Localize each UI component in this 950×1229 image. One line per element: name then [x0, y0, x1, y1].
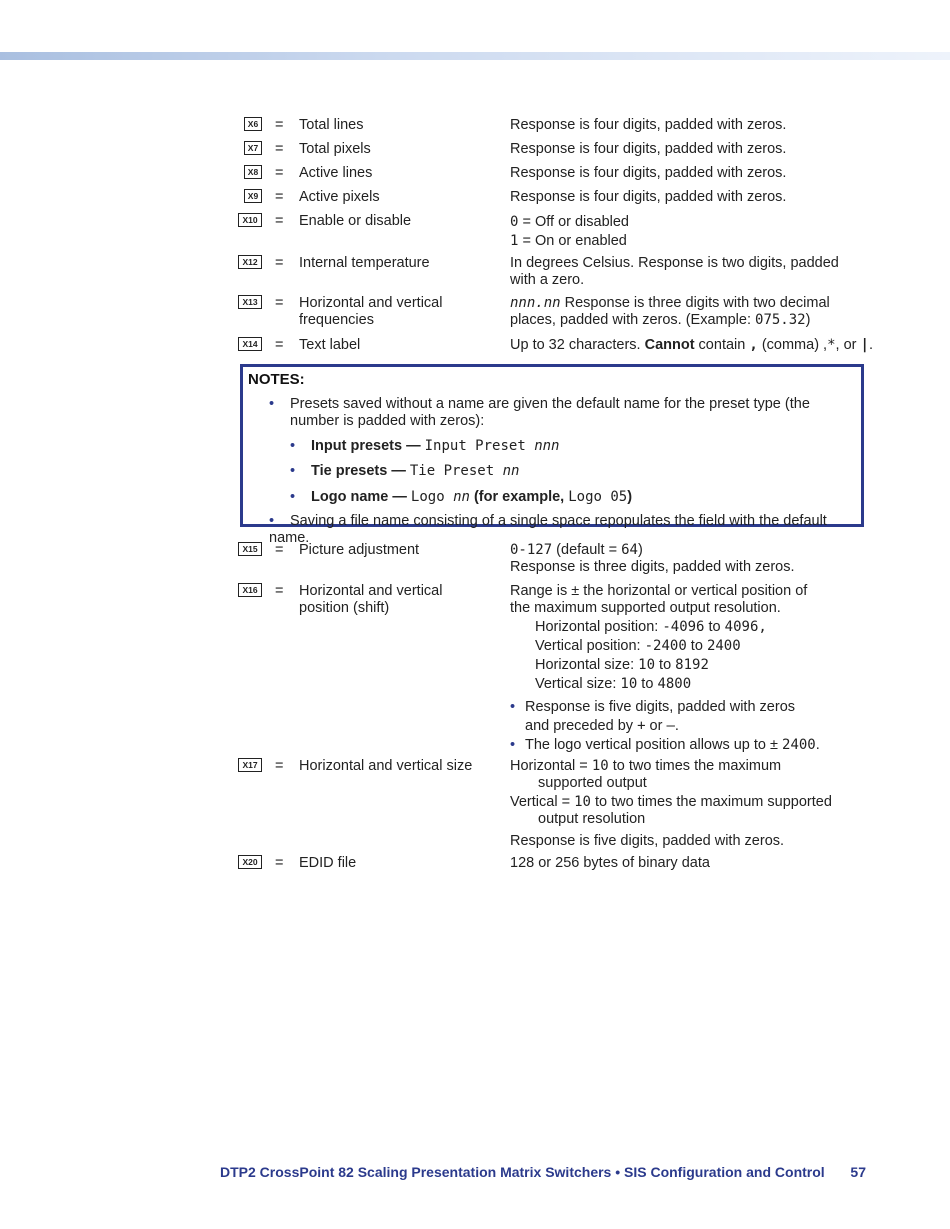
text-segment: to [686, 638, 707, 654]
code-value: 0-127 [510, 542, 553, 558]
code-value: 075.32 [755, 312, 806, 328]
row-description [510, 295, 855, 329]
page-footer [220, 1164, 870, 1180]
row-label: Horizontal and vertical position (shift) [299, 583, 443, 616]
code-value: nnn [534, 438, 560, 454]
text-segment: Up to 32 characters. [510, 337, 645, 353]
row-description: Response is four digits, padded with zeros. [510, 117, 787, 133]
text-segment: Horizontal = [510, 758, 592, 774]
notes-box [240, 364, 864, 546]
equals-sign: = [275, 295, 284, 311]
equals-sign: = [275, 758, 284, 774]
bullet: • [290, 463, 296, 479]
text-segment: , or [835, 337, 861, 353]
row-label: Horizontal and vertical frequencies [299, 295, 443, 328]
variable-box: X6 [244, 117, 262, 131]
code-value: 1 [510, 233, 519, 249]
text-segment: Horizontal size: [535, 657, 639, 673]
row-description: Response is four digits, padded with zeros. [510, 165, 787, 181]
text-segment: . [674, 718, 679, 734]
variable-box: X20 [238, 855, 262, 869]
row-label: Internal temperature [299, 255, 430, 271]
variable-box: X15 [238, 542, 262, 556]
code-value: 10 [574, 794, 591, 810]
code-value: , [749, 337, 758, 353]
text-segment: Range is ± the horizontal or vertical position of the maximum supported output resolution. [510, 583, 808, 616]
code-value: 10 [638, 657, 656, 673]
text-segment: or [645, 718, 667, 734]
code-value: 10 [620, 676, 638, 692]
text-segment: Vertical size: [535, 676, 621, 692]
list-item [290, 489, 840, 506]
equals-sign: = [275, 542, 284, 558]
variable-box: X10 [238, 213, 262, 227]
equals-sign: = [275, 117, 284, 133]
code-value: | [860, 337, 869, 353]
equals-sign: = [275, 337, 284, 353]
row-label: Enable or disable [299, 213, 412, 229]
code-value: nn [453, 489, 470, 505]
equals-sign: = [275, 213, 284, 229]
code-value: 64 [621, 542, 638, 558]
bold-text: Logo name — [311, 489, 411, 505]
equals-sign: = [275, 165, 284, 181]
variable-box: X9 [244, 189, 262, 203]
equals-sign: = [275, 855, 284, 871]
code-value: 8192 [675, 657, 709, 673]
notes-title: NOTES: [248, 371, 305, 388]
bullet: • [290, 489, 296, 505]
text-segment: The logo vertical position allows up to ± [525, 737, 783, 753]
code-value: nn [502, 463, 520, 479]
header-band [0, 52, 950, 60]
bullet: • [290, 438, 296, 454]
bullet: • [269, 396, 275, 412]
text-segment: to [704, 619, 725, 635]
bold-text: (for example, [469, 489, 569, 505]
row-description: Response is four digits, padded with zeros. [510, 189, 787, 205]
equals-sign: = [275, 141, 284, 157]
text-segment: Response is three digits, padded with zeros. [510, 559, 795, 575]
text-segment: contain [694, 337, 750, 353]
variable-box: X7 [244, 141, 262, 155]
row-label: Total pixels [299, 141, 371, 157]
text-segment: to [637, 676, 658, 692]
text-segment: = On or enabled [518, 233, 627, 249]
text-segment: Horizontal position: [535, 619, 663, 635]
bold-text: ) [627, 489, 633, 505]
code-value: Input Preset [424, 438, 535, 454]
row-description [510, 758, 845, 850]
row-label: EDID file [299, 855, 357, 871]
code-value: 4800 [657, 676, 692, 692]
text-segment: to two times the maximum supported output [538, 758, 782, 791]
bold-text: Input presets — [311, 438, 425, 454]
row-description: Response is four digits, padded with zeros. [510, 141, 787, 157]
code-value: 2400 [782, 737, 816, 753]
bold-text: Tie presets — [311, 463, 410, 479]
note-text: Presets saved without a name are given the default name for the preset type (the number is padded with zeros): [290, 396, 810, 429]
code-value: -4096 [662, 619, 705, 635]
row-label: Horizontal and vertical size [299, 758, 473, 774]
text-segment: (comma) , [757, 337, 828, 353]
code-value: 4096, [724, 619, 767, 635]
variable-box: X8 [244, 165, 262, 179]
variable-box: X17 [238, 758, 262, 772]
text-segment: ) [637, 542, 643, 558]
bold-text: Cannot [644, 337, 695, 353]
row-label: Text label [299, 337, 361, 353]
text-segment: Response is five digits, padded with zeros and preceded by [525, 699, 796, 734]
code-value: Logo 05 [568, 489, 628, 505]
text-segment: ) [805, 312, 811, 328]
footer-title: DTP2 CrossPoint 82 Scaling Presentation Matrix Switchers • SIS Configuration and Control [220, 1164, 825, 1180]
text-segment: . [868, 337, 873, 353]
row-label: Active pixels [299, 189, 380, 205]
code-value: Tie Preset [409, 463, 503, 479]
bullet: • [269, 513, 275, 529]
code-value: * [827, 337, 836, 353]
code-value: -2400 [644, 638, 687, 654]
variable-box: X16 [238, 583, 262, 597]
page-number: 57 [850, 1164, 866, 1180]
row-description [510, 583, 820, 755]
code-value: 10 [591, 758, 609, 774]
text-segment: = Off or disabled [518, 214, 629, 230]
text-segment: Vertical position: [535, 638, 645, 654]
code-value: 0 [510, 214, 519, 230]
variable-box: X12 [238, 255, 262, 269]
equals-sign: = [275, 583, 284, 599]
variable-box: X14 [238, 337, 262, 351]
list-item [510, 736, 820, 755]
row-label: Picture adjustment [299, 542, 420, 558]
equals-sign: = [275, 255, 284, 271]
list-item [290, 438, 840, 455]
text-segment: Vertical = [510, 794, 575, 810]
code-value: nnn.nn [510, 295, 561, 311]
row-description [510, 337, 873, 354]
equals-sign: = [275, 189, 284, 205]
code-value: Logo [410, 489, 454, 505]
row-description [510, 542, 855, 576]
text-segment: to [655, 657, 676, 673]
text-segment: Response is five digits, padded with zeros. [510, 833, 785, 849]
list-item [290, 463, 840, 480]
row-label: Total lines [299, 117, 364, 133]
text-segment: (default = [552, 542, 622, 558]
list-item [269, 396, 844, 430]
code-value: + [637, 718, 646, 734]
row-description: In degrees Celsius. Response is two digits, padded with a zero. [510, 255, 839, 288]
note-text: Saving a file name consisting of a single space repopulates the field with the default name. [269, 513, 827, 546]
list-item [510, 698, 820, 736]
text-segment: . [815, 737, 820, 753]
row-description: 128 or 256 bytes of binary data [510, 855, 710, 871]
code-value: – [666, 718, 675, 734]
row-description [510, 213, 855, 251]
code-value: 2400 [706, 638, 741, 654]
variable-box: X13 [238, 295, 262, 309]
text-segment: to two times the maximum supported output resolution [538, 794, 832, 827]
text-segment: Response is three digits with two decimal places, padded with zeros. (Example: [510, 295, 830, 328]
row-label: Active lines [299, 165, 373, 181]
